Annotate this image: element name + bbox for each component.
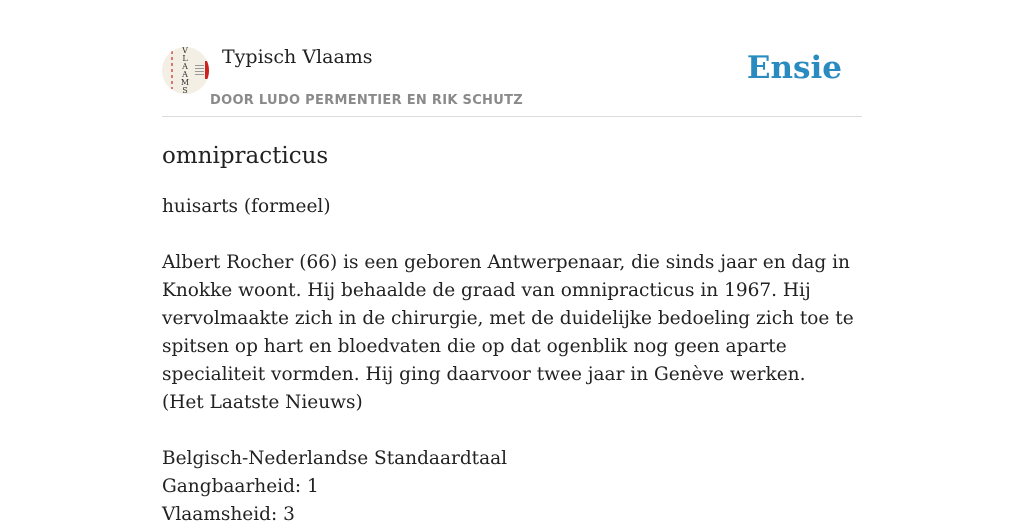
- logo-letter: A: [182, 70, 188, 79]
- entry-vlaamsheid: Vlaamsheid: 3: [162, 504, 295, 525]
- logo-letter: A: [182, 62, 188, 71]
- entry-definition: huisarts (formeel): [162, 196, 331, 217]
- byline: DOOR LUDO PERMENTIER EN RIK SCHUTZ: [210, 93, 523, 108]
- site-header: [162, 0, 862, 117]
- entry-article: [162, 141, 862, 529]
- logo-lettering: [177, 47, 193, 94]
- logo-letter: S: [182, 86, 188, 94]
- page: [162, 0, 862, 529]
- logo-letter: L: [182, 54, 188, 63]
- brand-logo-link[interactable]: Ensie: [746, 50, 842, 86]
- logo-decoration: [195, 65, 204, 75]
- logo-letter: M: [180, 78, 190, 87]
- entry-gangbaarheid: Gangbaarheid: 1: [162, 476, 319, 497]
- entry-example: Albert Rocher (66) is een geboren Antwerpenaar, die sinds jaar en dag in Knokke woont. Hij behaalde de graad van omnipracticus in 1967. Hij vervolmaakte zich in de chirurgie, met de duidelijke bedoeling zich toe te spitsen op hart en bloedvaten die op dat ogenblik nog geen aparte specialiteit vormden. Hij ging daarvoor twee jaar in Genève werken.: [162, 252, 854, 385]
- entry-standard: Belgisch-Nederlandse Standaardtaal: [162, 448, 508, 469]
- logo-letter: V: [182, 47, 188, 55]
- logo-decoration: [205, 61, 209, 79]
- blog-title-link[interactable]: Typisch Vlaams: [222, 46, 373, 68]
- blog-logo[interactable]: [162, 47, 209, 94]
- entry-source: (Het Laatste Nieuws): [162, 392, 363, 413]
- logo-decoration: [171, 51, 173, 89]
- entry-headword: omnipracticus: [162, 143, 329, 169]
- entry-body: [162, 193, 862, 529]
